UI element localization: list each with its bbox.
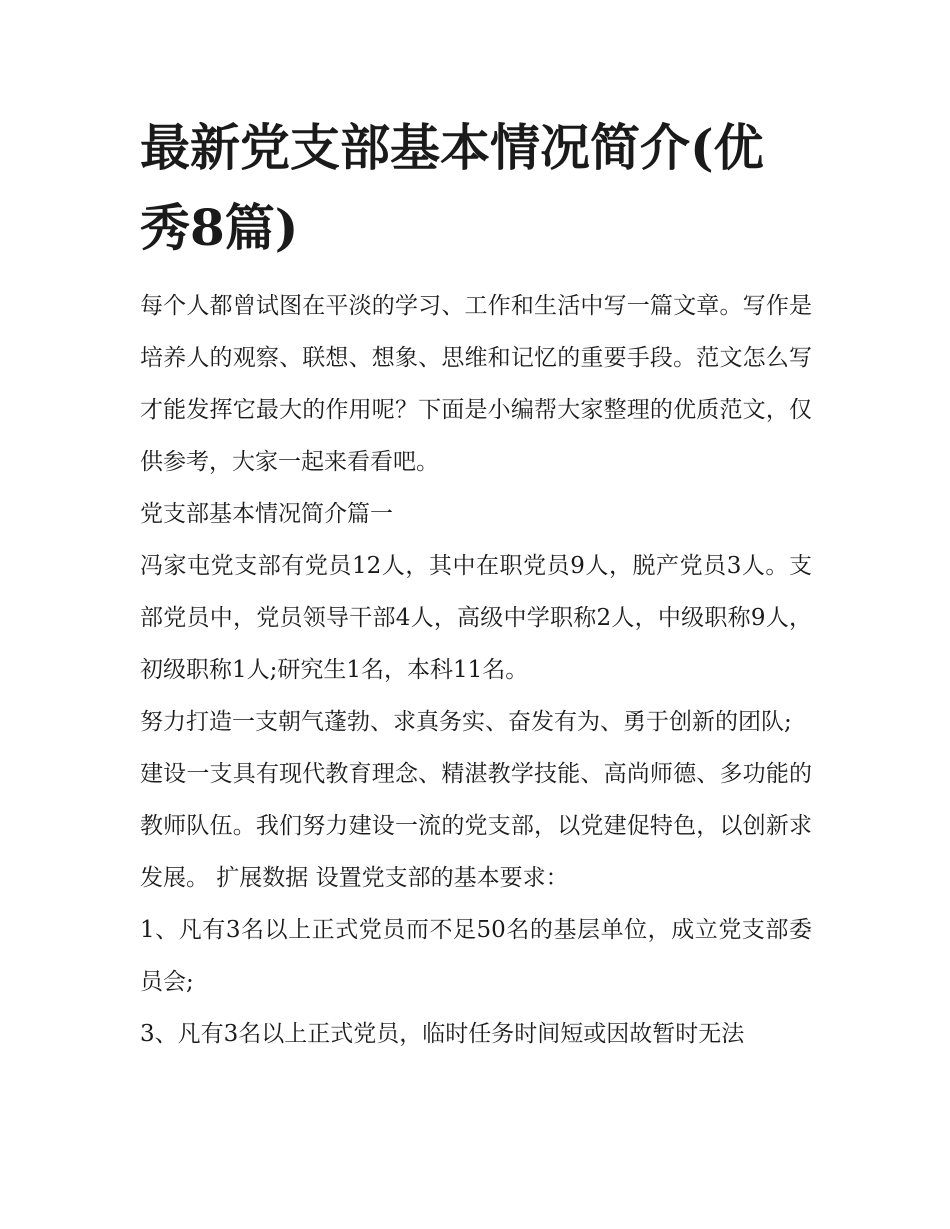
document-title: 最新党支部基本情况简介(优秀8篇) [140,118,764,257]
section-heading: 党支部基本情况简介篇一 [140,501,393,527]
requirement-item-1: 1、凡有3名以上正式党员而不足50名的基层单位，成立党支部委员会; [140,917,812,995]
requirement-item-3: 3、凡有3名以上正式党员，临时任务时间短或因故暂时无法 [140,1021,745,1047]
team-goal-paragraph: 努力打造一支朝气蓬勃、求真务实、奋发有为、勇于创新的团队; [140,709,792,735]
member-stats-paragraph: 冯家屯党支部有党员12人，其中在职党员9人，脱产党员3人。支部党员中，党员领导干部4人，高级中学职称2人，中级职称9人，初级职称1人;研究生1名，本科11名。 [140,553,812,683]
document-page [140,108,812,1060]
teacher-team-paragraph: 建设一支具有现代教育理念、精湛教学技能、高尚师德、多功能的教师队伍。我们努力建设一流的党支部，以党建促特色，以创新求发展。 扩展数据 设置党支部的基本要求： [140,761,812,891]
intro-paragraph: 每个人都曾试图在平淡的学习、工作和生活中写一篇文章。写作是培养人的观察、联想、想象、思维和记忆的重要手段。范文怎么写才能发挥它最大的作用呢？下面是小编帮大家整理的优质范文，仅供参考，大家一起来看看吧。 [140,293,812,475]
